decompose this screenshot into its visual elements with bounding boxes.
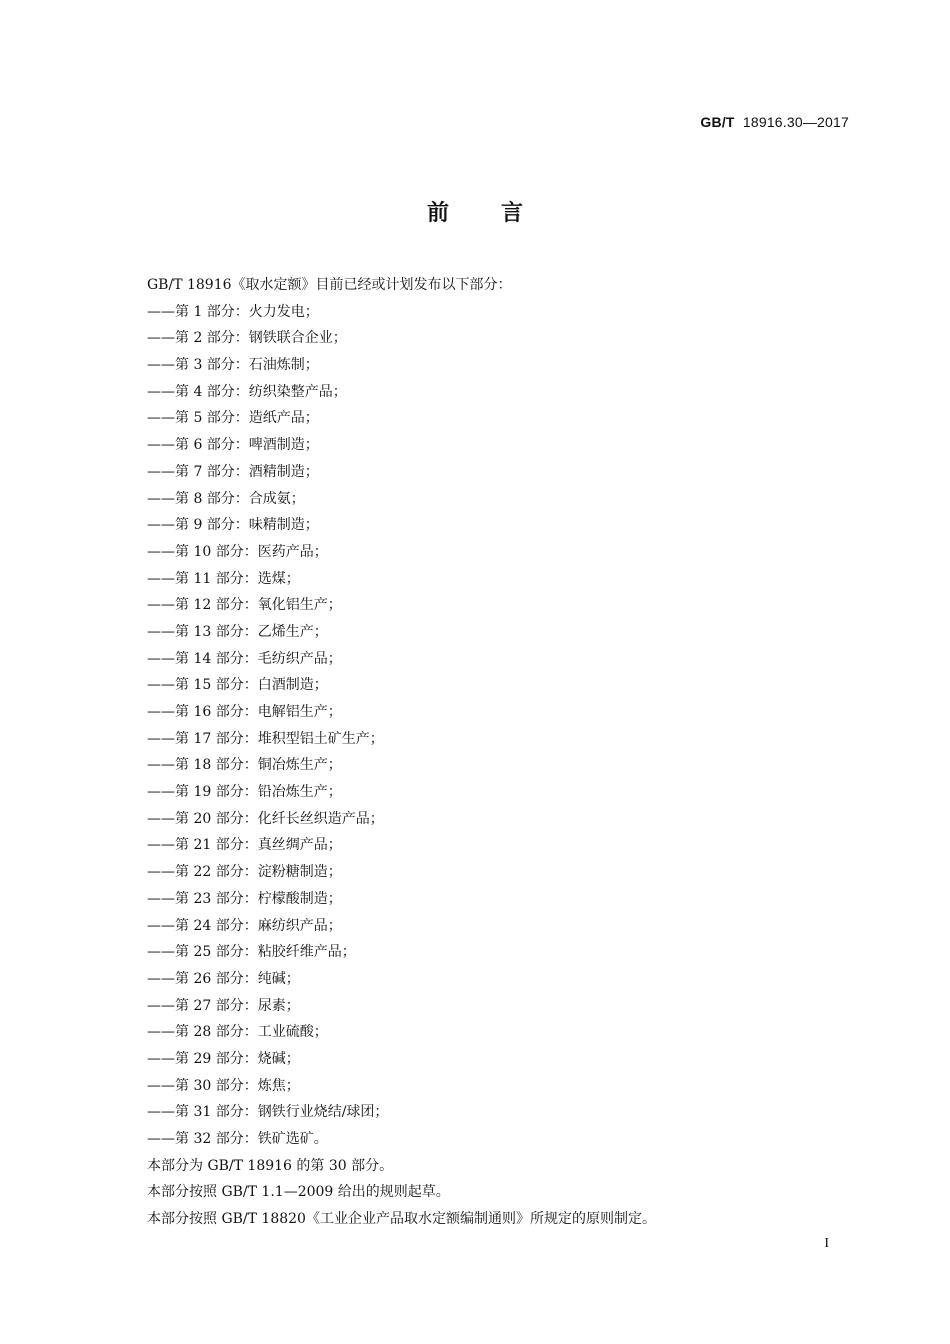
standard-prefix: GB/T — [700, 114, 735, 130]
list-item: ——第 23 部分：柠檬酸制造； — [147, 890, 342, 907]
list-item: ——第 31 部分：钢铁行业烧结/球团； — [147, 1104, 389, 1121]
list-item: ——第 17 部分：堆积型铝土矿生产； — [147, 730, 384, 747]
page-number: I — [824, 1236, 829, 1251]
list-item: ——第 2 部分：钢铁联合企业； — [147, 330, 347, 347]
list-item: ——第 30 部分：炼焦； — [147, 1077, 300, 1094]
closing-paragraph: 本部分按照 GB/T 18820《工业企业产品取水定额编制通则》所规定的原则制定。 — [147, 1211, 656, 1228]
list-item: ——第 14 部分：毛纺织产品； — [147, 650, 342, 667]
list-item: ——第 3 部分：石油炼制； — [147, 357, 319, 374]
list-item: ——第 7 部分：酒精制造； — [147, 463, 319, 480]
standard-number — [700, 114, 849, 130]
list-item: ——第 13 部分：乙烯生产； — [147, 623, 328, 640]
list-item: ——第 28 部分：工业硫酸； — [147, 1024, 328, 1041]
list-item: ——第 22 部分：淀粉糖制造； — [147, 864, 342, 881]
list-item: ——第 25 部分：粘胶纤维产品； — [147, 944, 356, 961]
closing-paragraph: 本部分为 GB/T 18916 的第 30 部分。 — [147, 1157, 394, 1174]
list-item: ——第 21 部分：真丝绸产品； — [147, 837, 342, 854]
list-item: ——第 6 部分：啤酒制造； — [147, 437, 319, 454]
closing-paragraph: 本部分按照 GB/T 1.1—2009 给出的规则起草。 — [147, 1184, 450, 1201]
list-item: ——第 9 部分：味精制造； — [147, 517, 319, 534]
list-item: ——第 12 部分：氧化铝生产； — [147, 597, 342, 614]
list-item: ——第 19 部分：铅冶炼生产； — [147, 784, 342, 801]
list-item: ——第 26 部分：纯碱； — [147, 970, 300, 987]
list-item: ——第 1 部分：火力发电； — [147, 303, 319, 320]
document-body — [147, 272, 847, 1233]
list-item: ——第 32 部分：铁矿选矿。 — [147, 1131, 328, 1147]
list-item: ——第 11 部分：选煤； — [147, 570, 300, 587]
intro-paragraph: GB/T 18916《取水定额》目前已经或计划发布以下部分： — [147, 277, 512, 293]
list-item: ——第 4 部分：纺织染整产品； — [147, 383, 347, 400]
list-item: ——第 24 部分：麻纺织产品； — [147, 917, 342, 934]
closing-paragraphs — [147, 1153, 847, 1233]
page-title: 前言 — [426, 201, 575, 226]
list-item: ——第 20 部分：化纤长丝织造产品； — [147, 810, 384, 827]
list-item: ——第 16 部分：电解铝生产； — [147, 704, 342, 720]
list-item: ——第 27 部分：尿素； — [147, 997, 300, 1014]
list-item: ——第 18 部分：铜冶炼生产； — [147, 757, 342, 774]
list-item: ——第 29 部分：烧碱； — [147, 1050, 300, 1067]
list-item: ——第 10 部分：医药产品； — [147, 543, 328, 560]
list-item: ——第 8 部分：合成氨； — [147, 490, 305, 507]
parts-list — [147, 299, 847, 1153]
standard-code: 18916.30—2017 — [742, 114, 849, 130]
list-item: ——第 15 部分：白酒制造； — [147, 677, 328, 694]
list-item: ——第 5 部分：造纸产品； — [147, 410, 319, 427]
